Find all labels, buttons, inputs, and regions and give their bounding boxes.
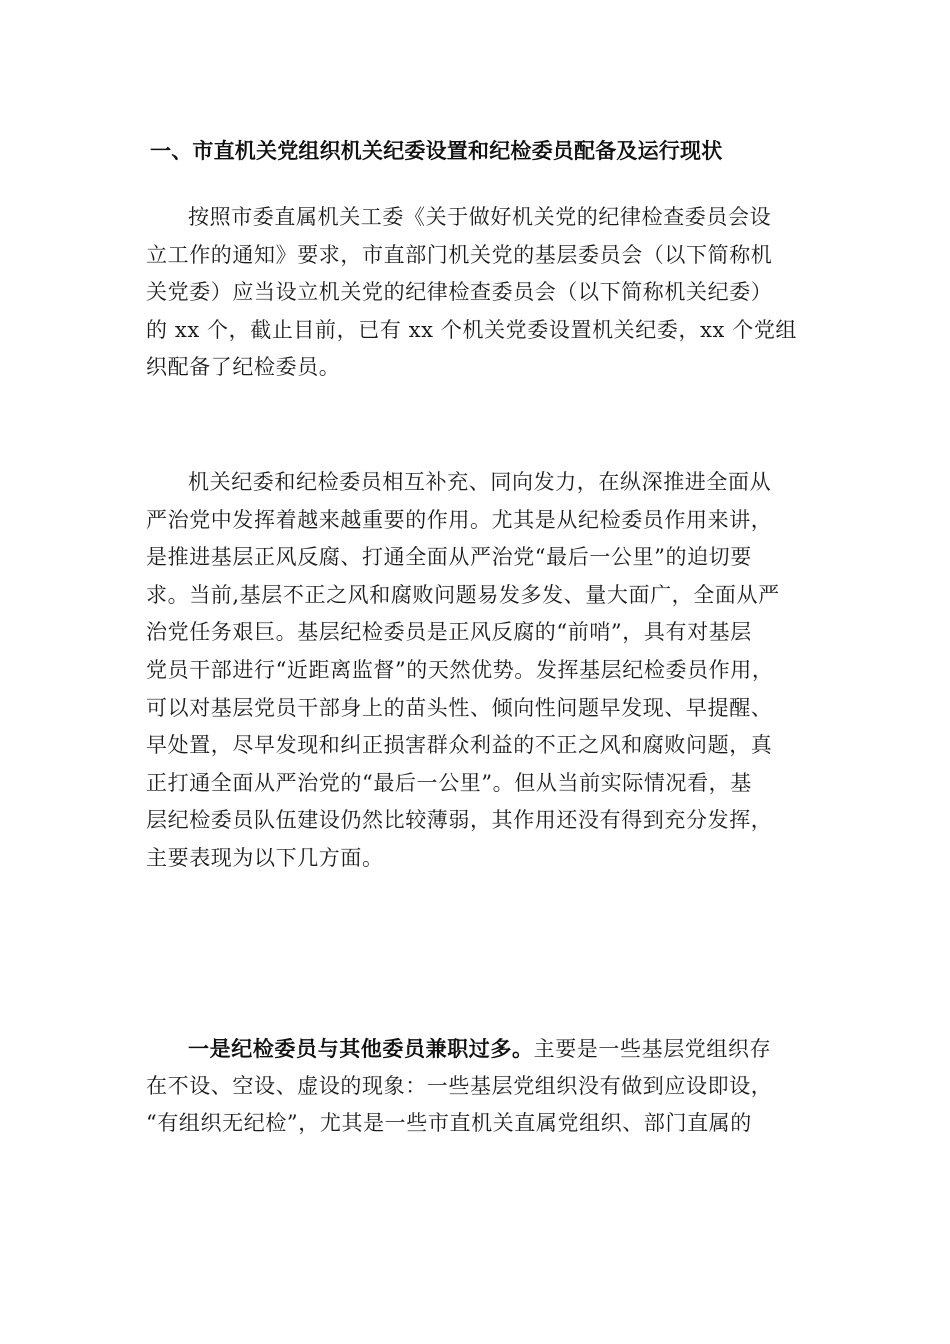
- paragraph-line: 立工作的通知》要求，市直部门机关党的基层委员会（以下简称机: [146, 242, 773, 267]
- paragraph-line: 严治党中发挥着越来越重要的作用。尤其是从纪检委员作用来讲，: [146, 507, 773, 532]
- paragraph-line: 主要表现为以下几方面。: [146, 845, 384, 870]
- paragraph-line: 正打通全面从严治党的“最后一公里”。但从当前实际情况看，基: [146, 770, 752, 795]
- paragraph-line: “有组织无纪检”，尤其是一些市直机关直属党组织、部门直属的: [146, 1111, 752, 1136]
- paragraph-line: 是推进基层正风反腐、打通全面从严治党“最后一公里”的迫切要: [146, 545, 752, 570]
- paragraph-role-of-inspectors: [146, 464, 826, 878]
- paragraph-line: 在不设、空设、虚设的现象：一些基层党组织没有做到应设即设，: [146, 1073, 773, 1098]
- paragraph-line: 按照市委直属机关工委《关于做好机关党的纪律检查委员会设: [188, 205, 772, 229]
- paragraph-line: 层纪检委员队伍建设仍然比较薄弱，其作用还没有得到充分发挥，: [146, 808, 773, 833]
- paragraph-line: 早处置，尽早发现和纠正损害群众利益的不正之风和腐败问题，真: [146, 733, 773, 758]
- paragraph-line: 关党委）应当设立机关党的纪律检查委员会（以下简称机关纪委）: [146, 280, 773, 305]
- paragraph-line: 的 xx 个，截止目前，已有 xx 个机关党委设置机关纪委，xx 个党组: [146, 317, 798, 342]
- paragraph-establishment-status: [146, 199, 826, 387]
- paragraph-line: 治党任务艰巨。基层纪检委员是正风反腐的“前哨”，具有对基层: [146, 620, 752, 645]
- paragraph-line: 党员干部进行“近距离监督”的天然优势。发挥基层纪检委员作用，: [146, 657, 774, 682]
- paragraph-line: 织配备了纪检委员。: [146, 355, 341, 380]
- paragraph-line: 可以对基层党员干部身上的苗头性、倾向性问题早发现、早提醒、: [146, 695, 773, 720]
- paragraph-lead-sentence: 一是纪检委员与其他委员兼职过多。: [188, 1036, 534, 1061]
- paragraph-line: [146, 1030, 826, 1068]
- section-heading: 一、市直机关党组织机关纪委设置和纪检委员配备及运行现状: [150, 138, 723, 163]
- paragraph-line-rest: 主要是一些基层党组织存: [533, 1037, 772, 1061]
- paragraph-concurrent-posts: [146, 1030, 826, 1143]
- paragraph-line: 机关纪委和纪检委员相互补充、同向发力，在纵深推进全面从: [188, 470, 772, 494]
- paragraph-line: 求。当前,基层不正之风和腐败问题易发多发、量大面广，全面从严: [146, 582, 780, 607]
